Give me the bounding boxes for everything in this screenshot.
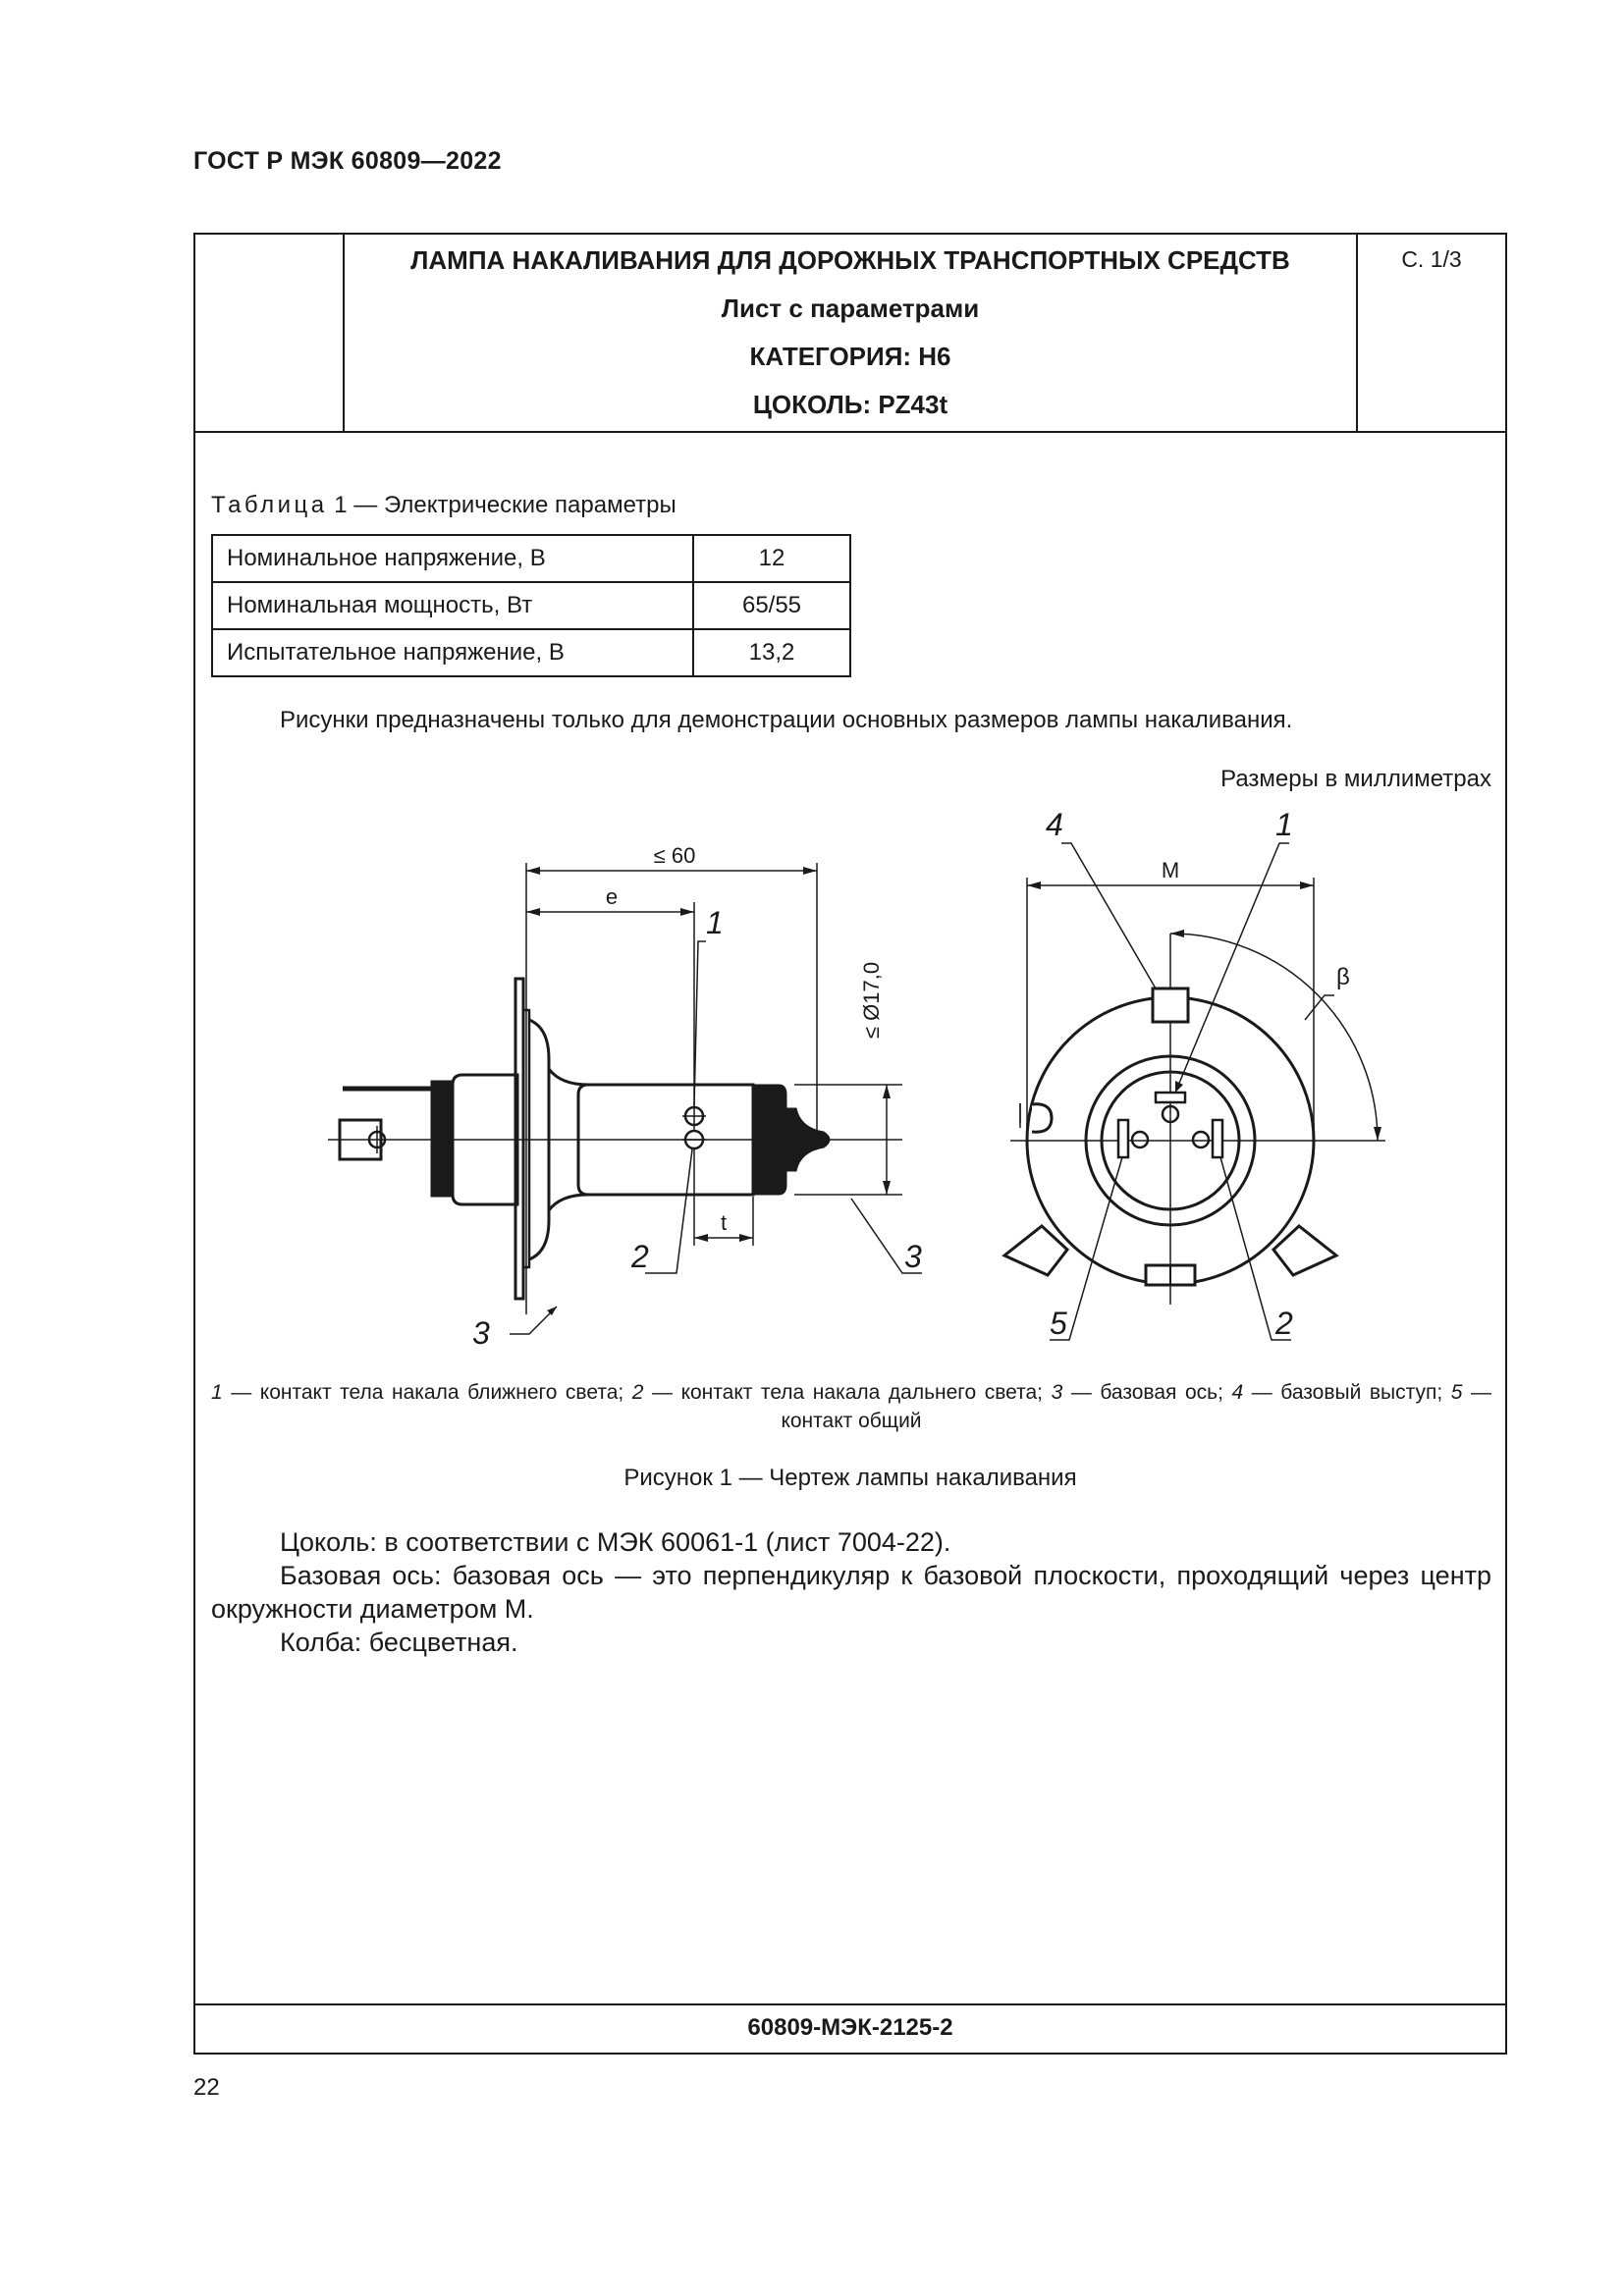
cap-ring bbox=[431, 1081, 453, 1197]
param-value: 13,2 bbox=[693, 629, 850, 676]
title-line-lamp: ЛАМПА НАКАЛИВАНИЯ ДЛЯ ДОРОЖНЫХ ТРАНСПОРТНЫХ СРЕДСТВ bbox=[410, 245, 1290, 275]
title-line-category: КАТЕГОРИЯ: H6 bbox=[749, 342, 951, 371]
side-view bbox=[328, 843, 922, 1351]
contact-5 bbox=[1118, 1120, 1128, 1157]
units-note: Размеры в миллиметрах bbox=[1220, 766, 1491, 792]
front-view bbox=[1004, 807, 1385, 1341]
side-lug bbox=[1273, 1226, 1336, 1275]
callout-number: 1 bbox=[1275, 807, 1293, 842]
body-paragraph: Цоколь: в соответствии с МЭК 60061-1 (лист 7004-22). bbox=[280, 1527, 951, 1557]
title-line-cap: ЦОКОЛЬ: PZ43t bbox=[752, 390, 948, 419]
drawing-note: Рисунки предназначены только для демонстрации основных размеров лампы накаливания. bbox=[280, 707, 1293, 733]
callout-number: 4 bbox=[1046, 807, 1063, 842]
legend-text: — контакт общий bbox=[781, 1381, 1491, 1432]
sheet-number: С. 1/3 bbox=[1401, 246, 1462, 272]
legend-key: 3 bbox=[1051, 1381, 1063, 1404]
callout-number: 3 bbox=[472, 1315, 490, 1351]
callout-number: 3 bbox=[904, 1239, 922, 1274]
figure-caption: Рисунок 1 — Чертеж лампы накаливания bbox=[623, 1465, 1077, 1491]
param-value: 65/55 bbox=[693, 582, 850, 629]
side-lug bbox=[1004, 1226, 1067, 1275]
param-label: Номинальное напряжение, В bbox=[212, 535, 693, 582]
dim-t-label: t bbox=[720, 1210, 728, 1235]
parameter-sheet-frame bbox=[193, 233, 1507, 2055]
dim-diameter-label: ≤ Ø17,0 bbox=[859, 961, 884, 1040]
bulb-tip-coating bbox=[753, 1085, 786, 1195]
legend-key: 2 bbox=[631, 1381, 644, 1404]
reference-lug bbox=[1153, 988, 1188, 1022]
param-value: 12 bbox=[693, 535, 850, 582]
callout-leader bbox=[1175, 843, 1289, 1093]
param-label: Номинальная мощность, Вт bbox=[212, 582, 693, 629]
legend-key: 1 bbox=[211, 1381, 223, 1404]
standard-header: ГОСТ Р МЭК 60809—2022 bbox=[193, 147, 502, 175]
callout-number: 1 bbox=[706, 905, 724, 940]
figure-legend bbox=[211, 1378, 1491, 1435]
contact-2 bbox=[1213, 1120, 1222, 1157]
callout-leader bbox=[1061, 843, 1156, 988]
title-line-sheet-type: Лист с параметрами bbox=[721, 294, 980, 323]
contact-1 bbox=[1156, 1093, 1185, 1102]
dim-length-label: ≤ 60 bbox=[653, 843, 696, 868]
dim-beta-label: β bbox=[1336, 964, 1350, 990]
table-caption-text: 1 — Электрические параметры bbox=[327, 492, 677, 518]
callout-number: 5 bbox=[1050, 1306, 1067, 1341]
flange-notch bbox=[1032, 1104, 1052, 1132]
dim-e-label: e bbox=[605, 884, 619, 909]
legend-key: 4 bbox=[1231, 1381, 1244, 1404]
body-text bbox=[211, 1525, 1491, 1659]
body-paragraph: Колба: бесцветная. bbox=[280, 1628, 518, 1657]
body-paragraph: Базовая ось: базовая ось — это перпендикуляр к базовой плоскости, проходящий через центр окружности диаметром M. bbox=[211, 1561, 1491, 1624]
page-number: 22 bbox=[193, 2074, 220, 2101]
callout-leader bbox=[694, 941, 706, 1106]
bulb-tip bbox=[786, 1108, 830, 1171]
callout-leader bbox=[645, 1149, 692, 1273]
legend-text: — базовый выступ; bbox=[1243, 1381, 1451, 1404]
sheet-code: 60809-МЭК-2125-2 bbox=[195, 2003, 1505, 2053]
legend-text: — контакт тела накала ближнего света; bbox=[222, 1381, 632, 1404]
legend-text: — контакт тела накала дальнего света; bbox=[643, 1381, 1052, 1404]
param-label: Испытательное напряжение, В bbox=[212, 629, 693, 676]
callout-number: 2 bbox=[631, 1239, 649, 1274]
callout-number: 2 bbox=[1275, 1306, 1293, 1341]
legend-key: 5 bbox=[1450, 1381, 1463, 1404]
table-caption-word: Таблица bbox=[211, 492, 328, 518]
legend-text: — базовая ось; bbox=[1062, 1381, 1232, 1404]
dim-m-label: M bbox=[1161, 858, 1180, 882]
lamp-drawing bbox=[195, 235, 1505, 1363]
